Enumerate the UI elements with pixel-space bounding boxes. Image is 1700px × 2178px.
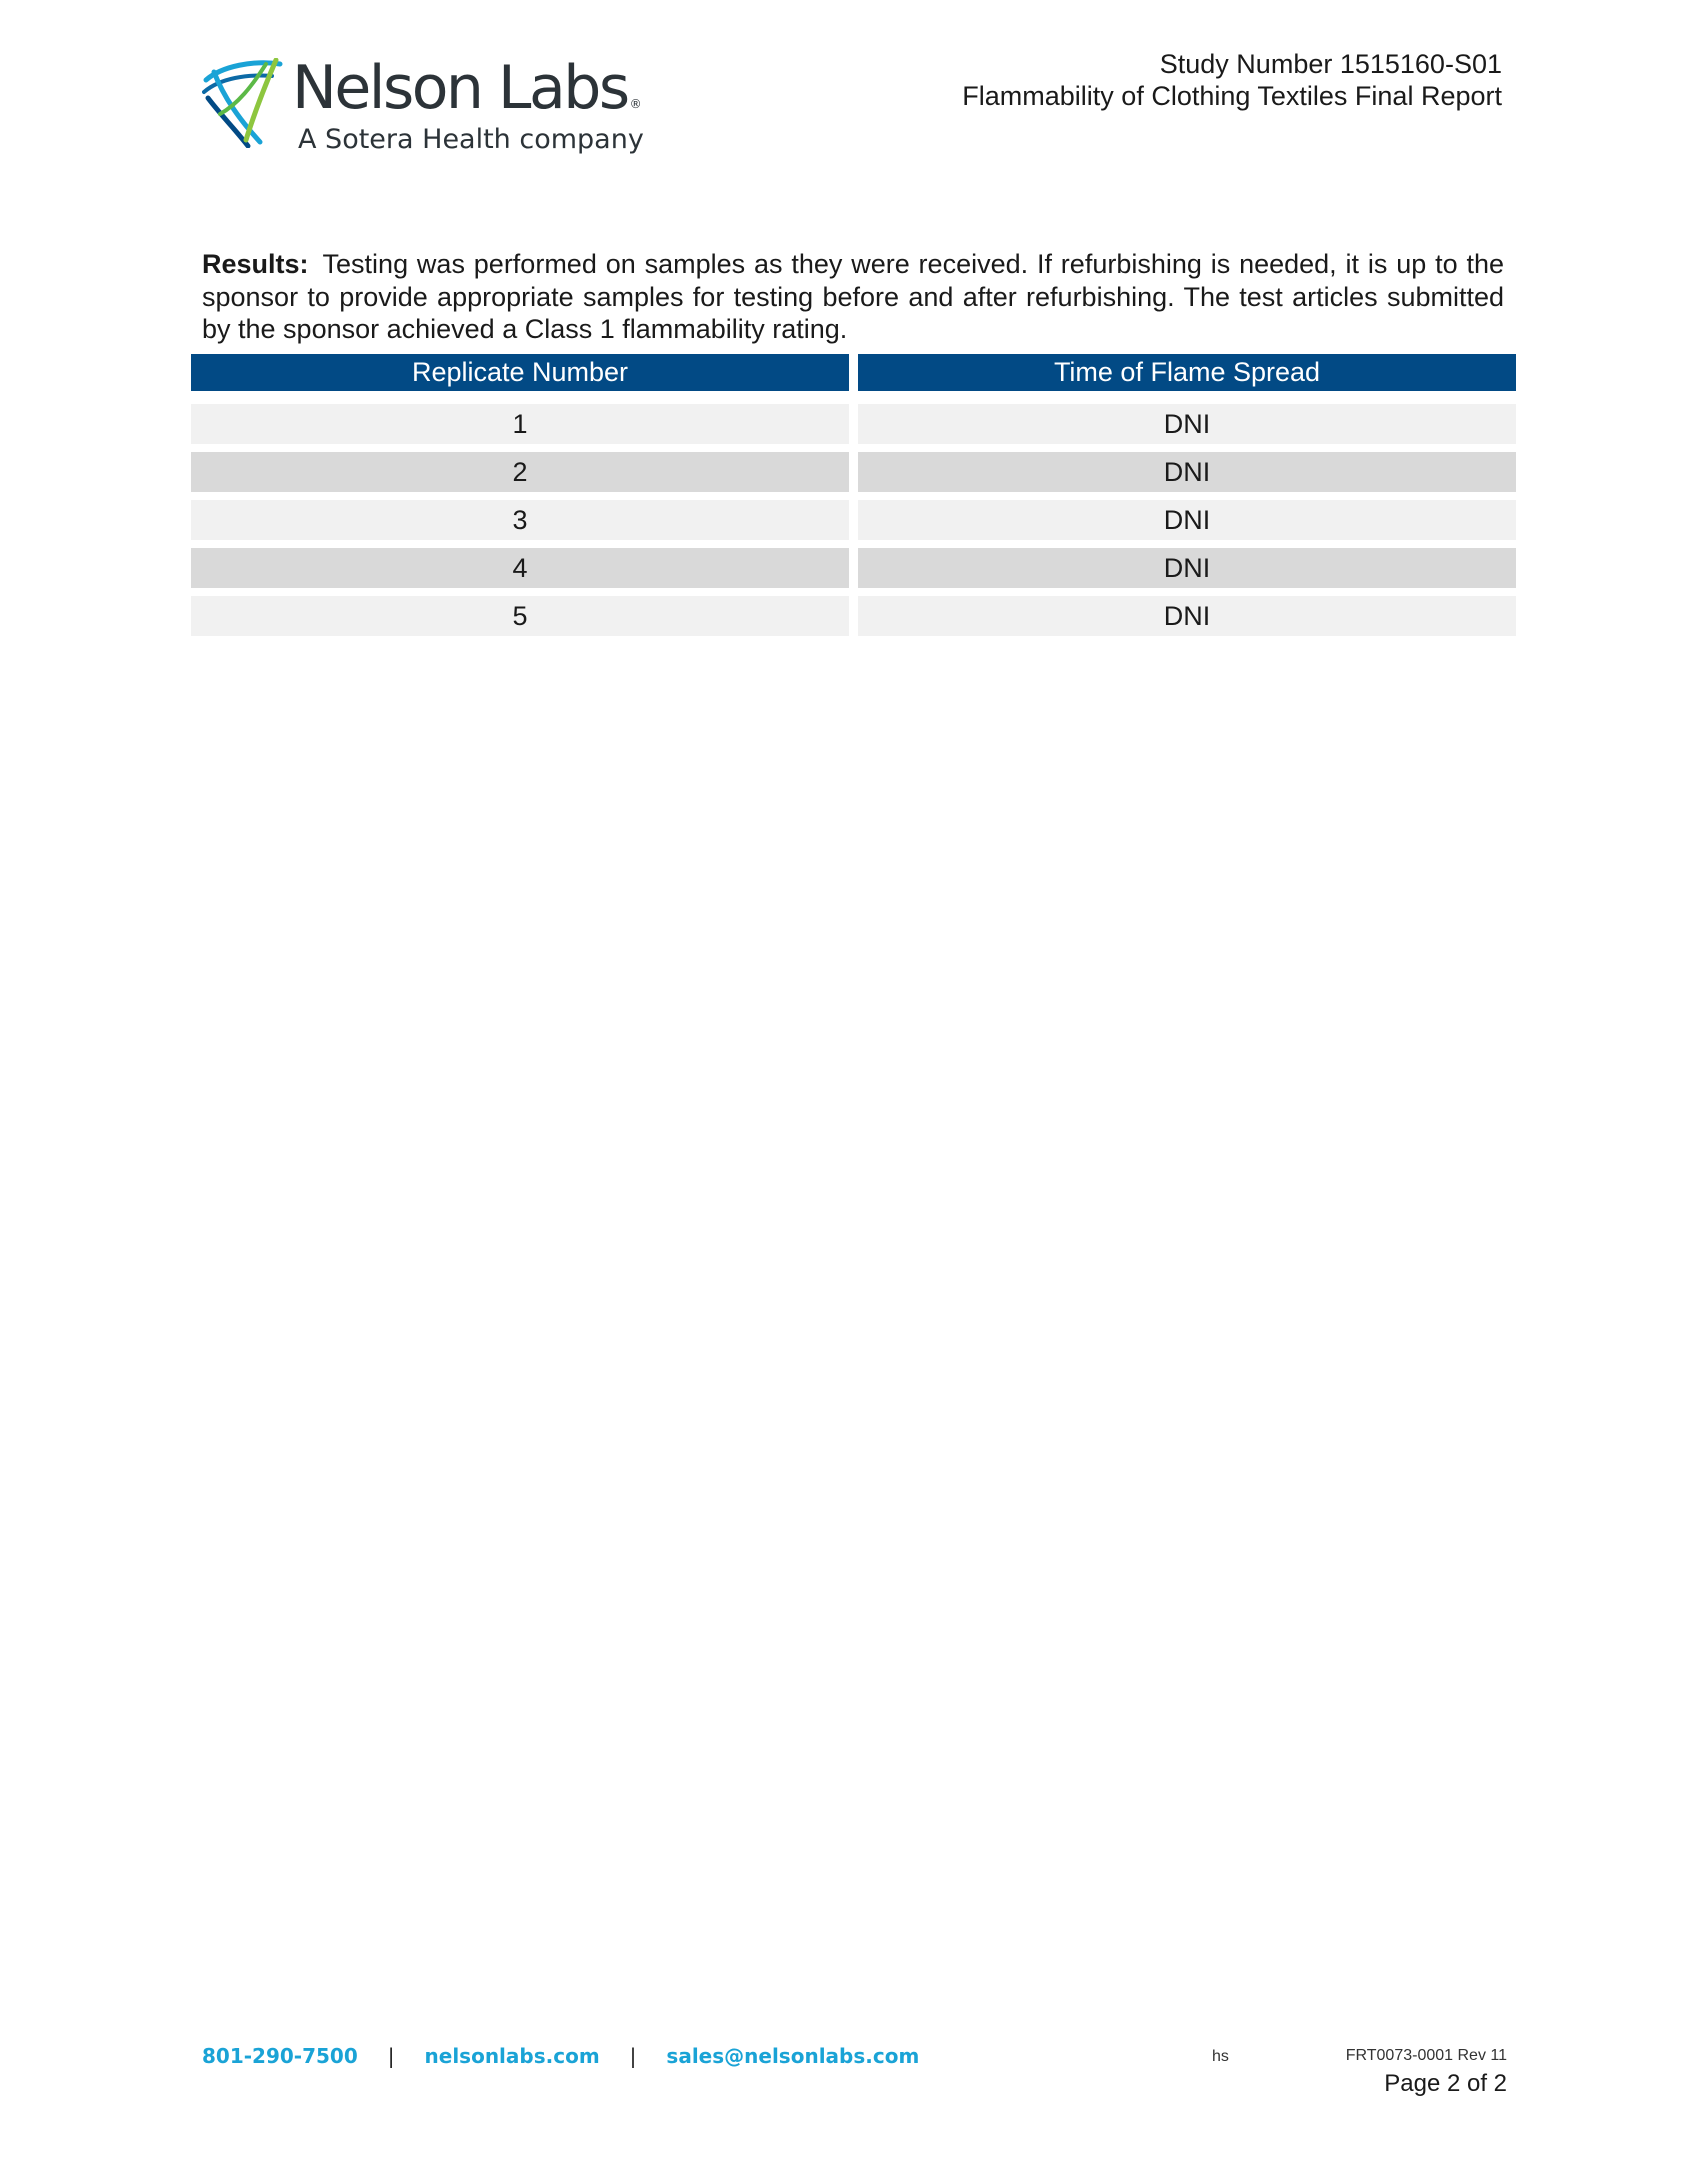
study-number: Study Number 1515160-S01 <box>1159 49 1502 79</box>
footer-website-link[interactable]: nelsonlabs.com <box>424 2044 600 2068</box>
nelson-labs-logo <box>202 52 662 164</box>
footer-initials: hs <box>1212 2048 1229 2065</box>
flame-spread-cell: DNI <box>858 404 1516 444</box>
footer-separator: | <box>629 2044 637 2068</box>
replicate-cell: 3 <box>191 500 849 540</box>
registered-mark: ® <box>629 97 642 111</box>
table-row <box>191 596 1516 636</box>
footer-contact <box>202 2044 919 2068</box>
logo-tagline: A Sotera Health company <box>298 124 644 155</box>
replicate-cell: 1 <box>191 404 849 444</box>
nelson-labs-mark-icon <box>202 58 286 148</box>
report-header <box>962 48 1502 112</box>
footer-form-id: FRT0073-0001 Rev 11 <box>1345 2047 1507 2064</box>
replicate-cell: 4 <box>191 548 849 588</box>
table-row <box>191 452 1516 492</box>
flame-spread-cell: DNI <box>858 500 1516 540</box>
table-row <box>191 404 1516 444</box>
replicate-cell: 2 <box>191 452 849 492</box>
footer-separator: | <box>387 2044 395 2068</box>
results-paragraph <box>202 248 1504 346</box>
header-replicate-number: Replicate Number <box>191 354 849 391</box>
report-title: Flammability of Clothing Textiles Final Report <box>962 81 1502 111</box>
results-text: Testing was performed on samples as they were received. If refurbishing is needed, it is up to the sponsor to provide appropriate samples for testing before and after refurbishing. The test articles submitted by the sponsor achieved a Class 1 flammability rating. <box>202 249 1504 344</box>
header-time-of-flame-spread: Time of Flame Spread <box>858 354 1516 391</box>
footer-email-link[interactable]: sales@nelsonlabs.com <box>666 2044 920 2068</box>
table-row <box>191 548 1516 588</box>
replicate-cell: 5 <box>191 596 849 636</box>
footer-page-number: Page 2 of 2 <box>1384 2070 1507 2097</box>
flame-spread-cell: DNI <box>858 596 1516 636</box>
table-row <box>191 500 1516 540</box>
results-label: Results: <box>202 249 309 279</box>
results-table <box>191 354 1516 644</box>
flame-spread-cell: DNI <box>858 548 1516 588</box>
footer-phone[interactable]: 801-290-7500 <box>202 2044 358 2068</box>
flame-spread-cell: DNI <box>858 452 1516 492</box>
table-header-row <box>191 354 1516 396</box>
logo-name: Nelson Labs ® <box>292 53 642 123</box>
